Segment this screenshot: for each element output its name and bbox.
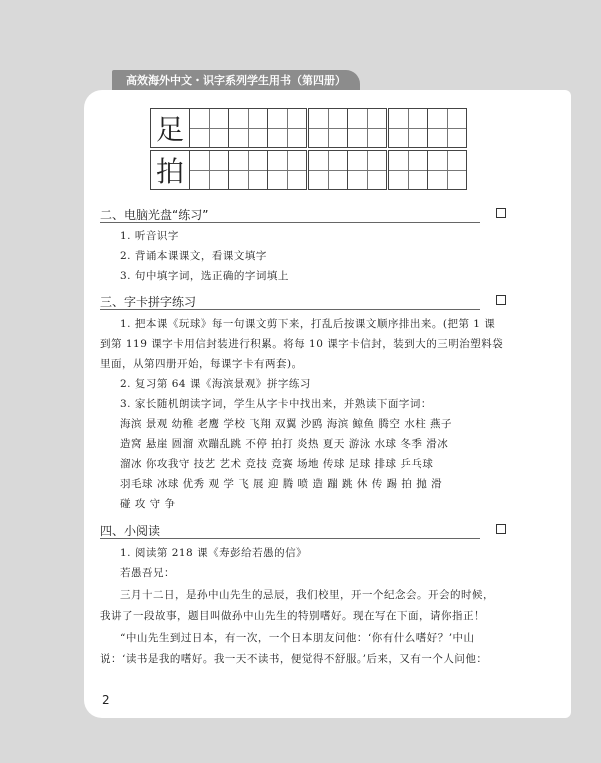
divider [100, 222, 480, 223]
word-line: 造窝 悬崖 圆溜 欢蹦乱跳 不停 拍打 炎热 夏天 游泳 水球 冬季 滑冰 [120, 438, 449, 450]
letter-greeting: 若愚吾兄： [120, 567, 175, 579]
text-line: 说：‘读书是我的嗜好。我一天不读书，便觉得不舒服。’后来，又有一个人问他： [100, 653, 488, 665]
grid-char: 足 [150, 108, 190, 148]
writing-grid-row [150, 150, 466, 190]
grid-char: 拍 [150, 150, 190, 190]
text-line: 1. 把本课《玩球》每一句课文剪下来，打乱后按课文顺序排出来。(把第 1 课 [120, 318, 496, 330]
divider [100, 309, 480, 310]
text-line: “中山先生到过日本，有一次，一个日本朋友问他：‘你有什么嗜好？’中山 [120, 632, 475, 644]
divider [100, 538, 480, 539]
word-line: 羽毛球 冰球 优秀 观 学 飞 展 迎 腾 喷 造 蹦 跳 休 传 踢 拍 抛 滑 [120, 478, 443, 490]
text-line: 里面，从第四册开始，每课字卡有两套)。 [100, 358, 303, 370]
text-line: 三月十二日，是孙中山先生的忌辰，我们校里，开一个纪念会。开会的时候， [120, 589, 494, 601]
list-item: 1. 听音识字 [120, 230, 179, 242]
list-item: 1. 阅读第 218 课《寿彭给若愚的信》 [120, 547, 308, 559]
list-item: 2. 复习第 64 课《海滨景观》拼字练习 [120, 378, 311, 390]
checkbox[interactable] [496, 295, 506, 305]
section-heading: 三、字卡拼字练习 [100, 295, 197, 309]
list-item: 3. 家长随机朗读字词，学生从字卡中找出来，并熟读下面字词： [120, 398, 432, 410]
checkbox[interactable] [496, 208, 506, 218]
section-heading: 二、电脑光盘“练习” [100, 208, 209, 222]
word-line: 碰 攻 守 争 [120, 498, 176, 510]
list-item: 3. 句中填字词，选正确的字词填上 [120, 270, 289, 282]
checkbox[interactable] [496, 524, 506, 534]
writing-grid-row [150, 108, 466, 148]
word-line: 溜冰 你攻我守 技艺 艺术 竞技 竞赛 场地 传球 足球 排球 乒乓球 [120, 458, 434, 470]
section-heading: 四、小阅读 [100, 524, 161, 538]
text-line: 我讲了一段故事，题目叫做孙中山先生的特别嗜好。现在写在下面，请你指正！ [100, 610, 485, 622]
page-number: 2 [102, 693, 110, 707]
text-line: 到第 119 课字卡用信封装进行积累。将每 10 课字卡信封，装到大的三明治塑料袋 [100, 338, 504, 350]
word-line: 海滨 景观 幼稚 老鹰 学校 飞翔 双翼 沙鸥 海滨 鲸鱼 腾空 水柱 燕子 [120, 418, 453, 430]
book-title-tab: 高效海外中文・识字系列学生用书（第四册） [112, 70, 360, 92]
list-item: 2. 背诵本课课文，看课文填字 [120, 250, 267, 262]
